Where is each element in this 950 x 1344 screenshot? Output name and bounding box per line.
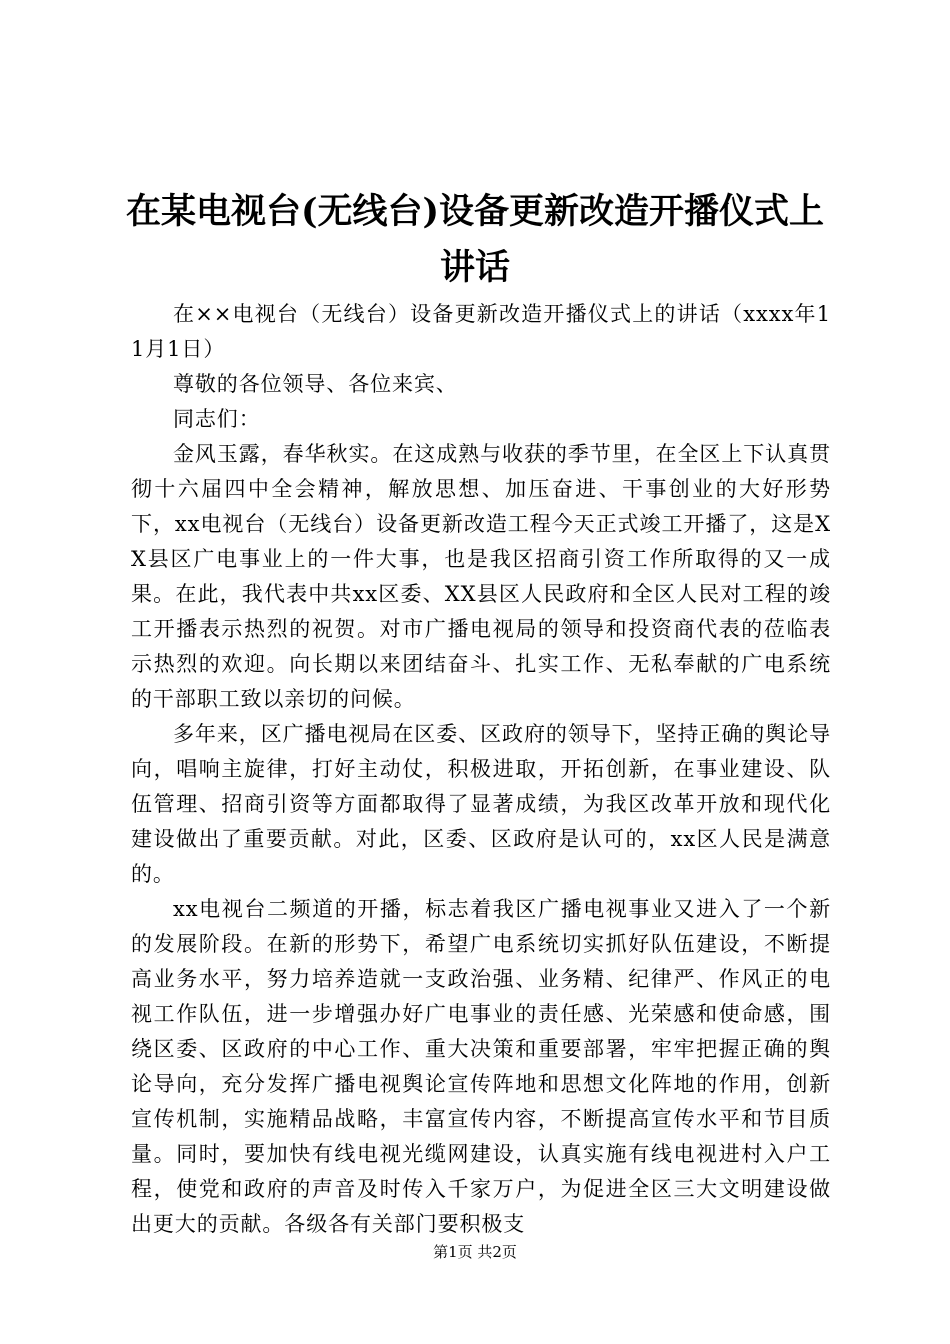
- document-title: 在某电视台(无线台)设备更新改造开播仪式上讲话: [125, 191, 825, 288]
- page-number-footer: 第1页 共2页: [433, 1243, 517, 1261]
- salutation-comrades-paragraph: 同志们：: [173, 407, 261, 431]
- body-paragraph: xx电视台二频道的开播，标志着我区广播电视事业又进入了一个新的发展阶段。在新的形势下，希望广电系统切实抓好队伍建设，不断提高业务水平，努力培养造就一支政治强、业务精、纪律严、作风正的电视工作队伍，进一步增强办好广电事业的责任感、光荣感和使命感，围绕区委、区政府的中心工作、重大决策和重要部署，牢牢把握正确的舆论导向，充分发挥广播电视舆论宣传阵地和思想文化阵地的作用，创新宣传机制，实施精品战略，丰富宣传内容，不断提高宣传水平和节目质量。同时，要加快有线电视光缆网建设，认真实施有线电视进村入户工程，使党和政府的声音及时传入千家万户，为促进全区三大文明建设做出更大的贡献。各级各有关部门要积极支: [131, 897, 831, 1236]
- speech-heading-paragraph: 在××电视台（无线台）设备更新改造开播仪式上的讲话（xxxx年11月1日）: [131, 302, 831, 361]
- document-body: [131, 297, 831, 1242]
- salutation-paragraph: 尊敬的各位领导、各位来宾、: [173, 372, 458, 396]
- body-paragraph: 金风玉露，春华秋实。在这成熟与收获的季节里，在全区上下认真贯彻十六届四中全会精神，解放思想、加压奋进、干事创业的大好形势下，xx电视台（无线台）设备更新改造工程今天正式竣工开播了，这是XX县区广电事业上的一件大事，也是我区招商引资工作所取得的又一成果。在此，我代表中共xx区委、XX县区人民政府和全区人民对工程的竣工开播表示热烈的祝贺。对市广播电视局的领导和投资商代表的莅临表示热烈的欢迎。向长期以来团结奋斗、扎实工作、无私奉献的广电系统的干部职工致以亲切的问候。: [131, 442, 831, 711]
- body-paragraph: 多年来，区广播电视局在区委、区政府的领导下，坚持正确的舆论导向，唱响主旋律，打好主动仗，积极进取，开拓创新，在事业建设、队伍管理、招商引资等方面都取得了显著成绩，为我区改革开放和现代化建设做出了重要贡献。对此，区委、区政府是认可的，xx区人民是满意的。: [131, 722, 831, 886]
